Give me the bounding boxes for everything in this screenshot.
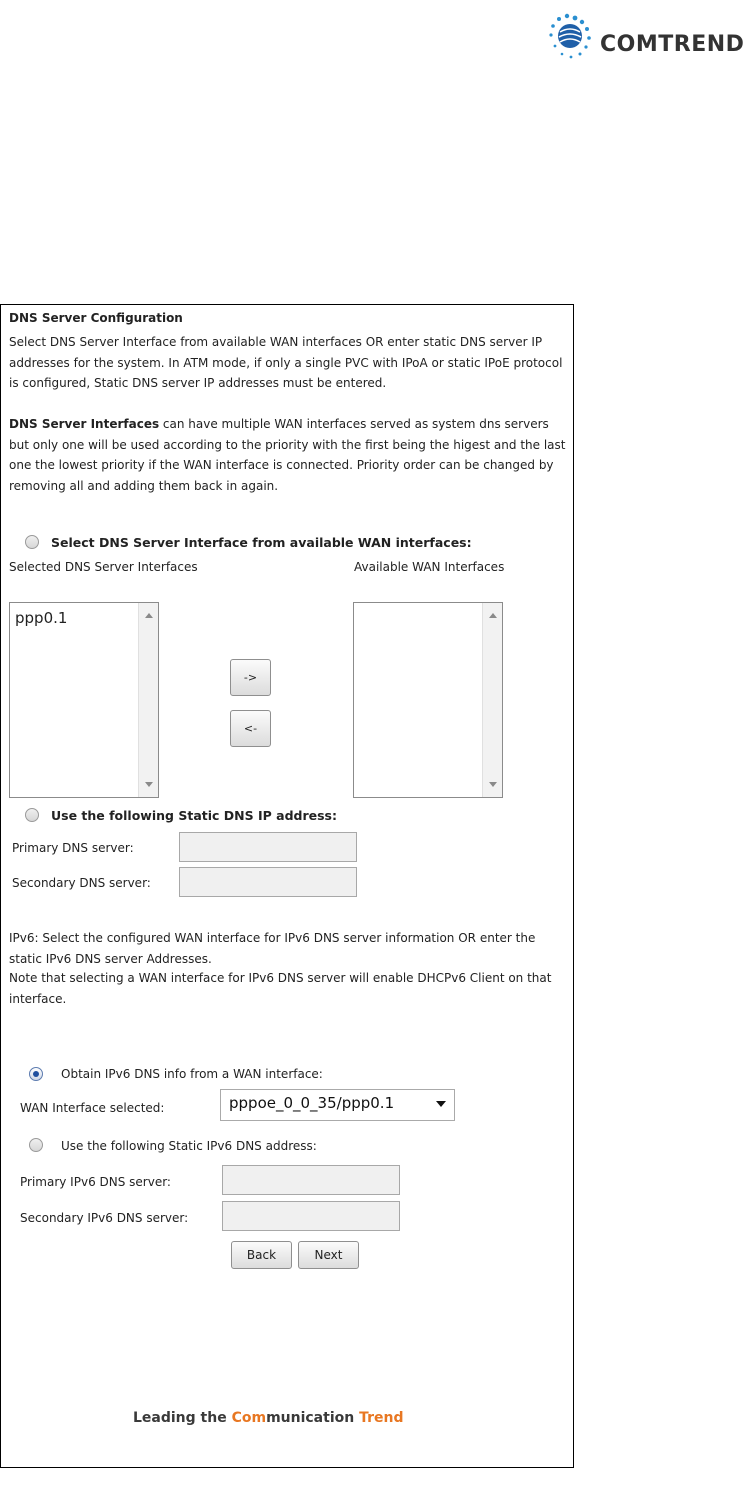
scrollbar[interactable]	[482, 603, 502, 797]
interfaces-note	[9, 414, 569, 496]
tagline-part-4: Trend	[359, 1410, 404, 1426]
select-interface-radio[interactable]	[25, 535, 39, 549]
primary-ipv6-label: Primary IPv6 DNS server:	[20, 1175, 171, 1189]
logo-burst-icon	[545, 10, 601, 66]
static-dns-label: Use the following Static DNS IP address:	[51, 808, 337, 823]
tagline-part-1: Leading the	[133, 1410, 232, 1426]
scroll-down-arrow-icon[interactable]	[489, 782, 497, 787]
interfaces-note-bold: DNS Server Interfaces	[9, 417, 160, 431]
interfaces-note-text: can have multiple WAN interfaces served as system dns servers but only one will be used according to the priority with the first being the higest and the last one the lowest priority if the WAN interface is connected. Priority order can be changed by removing all and adding them back in again.	[9, 417, 566, 493]
primary-ipv6-field[interactable]	[222, 1165, 400, 1195]
tagline-part-2: Com	[231, 1410, 267, 1426]
available-interfaces-listbox[interactable]	[353, 602, 503, 798]
scroll-down-arrow-icon[interactable]	[145, 782, 153, 787]
select-interface-label: Select DNS Server Interface from available WAN interfaces:	[51, 535, 472, 550]
scrollbar[interactable]	[138, 603, 158, 797]
tagline-part-3: munication	[266, 1410, 360, 1426]
secondary-ipv6-field[interactable]	[222, 1201, 400, 1231]
secondary-dns-label: Secondary DNS server:	[12, 876, 151, 890]
static-dns-radio[interactable]	[25, 808, 39, 822]
logo-wordmark: COMTREND	[600, 32, 745, 57]
scroll-up-arrow-icon[interactable]	[145, 613, 153, 618]
primary-dns-label: Primary DNS server:	[12, 841, 134, 855]
footer-tagline	[133, 1410, 404, 1426]
page-title: DNS Server Configuration	[9, 311, 183, 325]
scroll-up-arrow-icon[interactable]	[489, 613, 497, 618]
wan-interface-value: pppoe_0_0_35/ppp0.1	[229, 1094, 395, 1112]
comtrend-logo	[545, 10, 750, 70]
secondary-dns-field[interactable]	[179, 867, 357, 897]
list-item[interactable]: ppp0.1	[15, 609, 68, 627]
selected-interfaces-header: Selected DNS Server Interfaces	[9, 560, 198, 574]
static-ipv6-label: Use the following Static IPv6 DNS address:	[61, 1139, 317, 1153]
available-interfaces-header: Available WAN Interfaces	[354, 560, 505, 574]
add-interface-button[interactable]: ->	[230, 659, 271, 696]
ipv6-note-text: Note that selecting a WAN interface for IPv6 DNS server will enable DHCPv6 Client on that interface.	[9, 971, 552, 1006]
selected-interfaces-listbox[interactable]	[9, 602, 159, 798]
ipv6-intro-text: IPv6: Select the configured WAN interface for IPv6 DNS server information OR enter the static IPv6 DNS server Addresses.	[9, 931, 536, 966]
intro-text: Select DNS Server Interface from available WAN interfaces OR enter static DNS server IP addresses for the system. In ATM mode, if only a single PVC with IPoA or static IPoE protocol is configured, Static DNS server IP addresses must be entered.	[9, 335, 563, 390]
static-ipv6-radio[interactable]	[29, 1138, 43, 1152]
wan-interface-select[interactable]	[220, 1089, 455, 1121]
wan-interface-label: WAN Interface selected:	[20, 1101, 165, 1115]
chevron-down-icon	[436, 1101, 446, 1107]
dns-server-config-panel	[0, 304, 574, 1468]
remove-interface-button[interactable]: <-	[230, 710, 271, 747]
back-button[interactable]: Back	[231, 1241, 292, 1269]
primary-dns-field[interactable]	[179, 832, 357, 862]
obtain-ipv6-radio[interactable]	[29, 1067, 43, 1081]
obtain-ipv6-label: Obtain IPv6 DNS info from a WAN interface:	[61, 1067, 323, 1081]
next-button[interactable]: Next	[298, 1241, 359, 1269]
secondary-ipv6-label: Secondary IPv6 DNS server:	[20, 1211, 189, 1225]
